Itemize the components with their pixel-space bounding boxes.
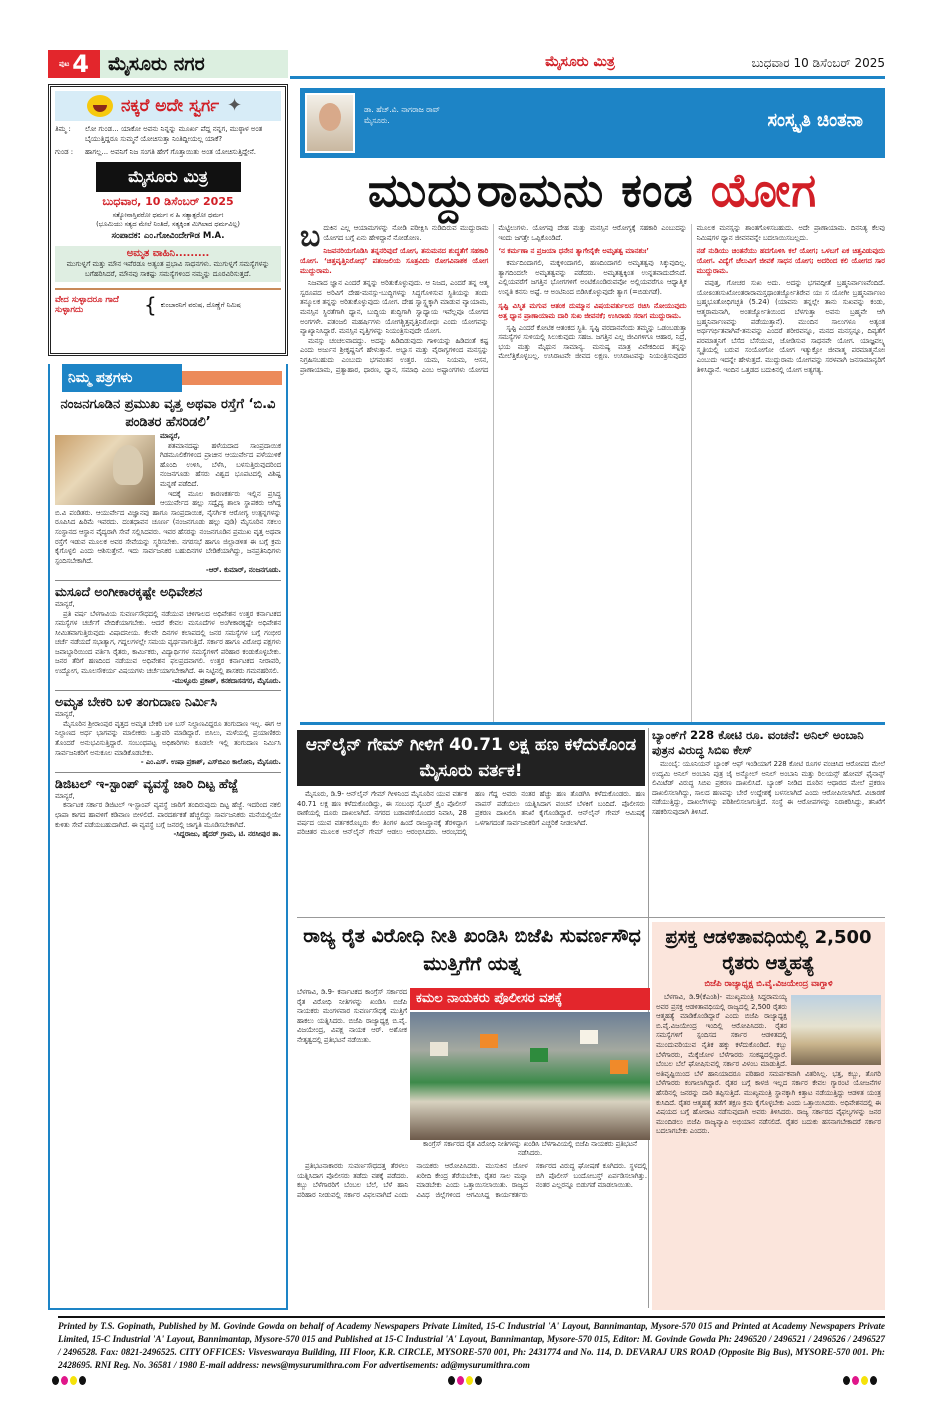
registration-marks — [448, 1376, 482, 1385]
placard — [430, 1042, 448, 1056]
letter-title: ಅಮೃತ ಬೇಕರಿ ಬಳಿ ತಂಗುದಾಣ ನಿರ್ಮಿಸಿ — [55, 690, 281, 710]
letter-body — [55, 600, 281, 686]
laughing-face-icon — [87, 95, 113, 117]
masthead: ಮೈಸೂರು ಮಿತ್ರ — [545, 54, 615, 70]
motto: ಸತ್ಯೋನಾಸ್ತಿಪರೋ ಧರ್ಮಃ ನ ಹಿ ಸತ್ಯಾತ್ಪರೋ ಧರ್ಮಃ — [112, 211, 224, 219]
paragraph: ಮುಂಬೈ: ಯೂನಿಯನ್ ಬ್ಯಾಂಕ್ ಆಫ್ ಇಂಡಿಯಾಗೆ 228 ಕೋಟಿ ರೂಗಳ ವಂಚಿಸಿದ ಆರೋಪದ ಮೇಲೆ ಉದ್ಯಮಿ ಅನಿಲ್ ಅಂಬಾನಿ ಪುತ್ರ ಜೈ ಅನ್ಮೋಲ್ ಅನಿಲ್ ಅಂಬಾನಿ ಮತ್ತು ರಿಲಯನ್ಸ್ ಹೋಮ್ ಫೈನಾನ್ಸ್ ಲಿಮಿಟೆಡ್ ವಿರುದ್ಧ ಸಿಬಿಐ ಪ್ರಕರಣ ದಾಖಲಿಸಿದೆ. ಬ್ಯಾಂಕ್ ನೀಡಿದ ದೂರಿನ ಆಧಾರದ ಮೇಲೆ ಪ್ರಕರಣ ದಾಖಲಿಸಲಾಗಿದ್ದು, ಸಾಲದ ಹಣವನ್ನು ಬೇರೆ ಉದ್ದೇಶಕ್ಕೆ ಬಳಸಲಾಗಿದೆ ಎಂದು ಆರೋಪಿಸಲಾಗಿದೆ. ವಿಚಾರಣೆ ನಡೆಯುತ್ತಿದ್ದು, ದಾಖಲೆಗಳನ್ನು ಪರಿಶೀಲಿಸಲಾಗುತ್ತಿದೆ. ಸಂಸ್ಥೆ ಈ ಆರೋಪಗಳನ್ನು ನಿರಾಕರಿಸಿದ್ದು, ತನಿಖೆಗೆ ಸಹಕರಿಸುವುದಾಗಿ ತಿಳಿಸಿದೆ. — [652, 760, 885, 816]
flag — [480, 1034, 498, 1048]
column-banner — [300, 88, 885, 158]
flag — [610, 1060, 628, 1074]
page-label: ಪುಟ — [59, 59, 70, 68]
letters-accent-bar — [182, 371, 282, 385]
suicide-subhead: ಬಿಜೆಪಿ ರಾಜ್ಯಾಧ್ಯಕ್ಷ ಬಿ.ವೈ.ವಿಜಯೇಂದ್ರ ವಾಗ್ದಾಳಿ — [704, 979, 833, 989]
farm-headline: ರಾಜ್ಯ ರೈತ ವಿರೋಧಿ ನೀತಿ ಖಂಡಿಸಿ ಬಿಜೆಪಿ ಸುವರ್ಣಸೌಧ ಮುತ್ತಿಗೆಗೆ ಯತ್ನ — [303, 925, 641, 975]
paragraph: ವಪುತ್ತ, ಗೋಚರ ಸುಖ ಅದು. ಅದನ್ನು ಭಗವದ್ಗೀತೆ ಬ್ರಹ್ಮನಿರ್ವಾಣವೆಂದಿದೆ. ಯೋಽಂತಃಸುಖೋಂತರಾರಾಮಸ್ತಥಾಂತರ್ಜ್ಯೋತಿರೇವ ಯಃ ಸ ಯೋಗೀ ಬ್ರಹ್ಮನಿರ್ವಾಣಂ ಬ್ರಹ್ಮಭೂತೋಧಿಗಚ್ಛತಿ (5.24) (ಯಾವನು ತನ್ನಲ್ಲೇ ತಾನು ಸುಖವನ್ನು ಕಂಡು, ಆತ್ಮರಾಮನಾಗಿ, ಅಂತರ್ಜ್ಯೋತಿಯಿಂದ ಬೆಳಗುತ್ತಾ ಅವನು ಬ್ರಹ್ಮವೇ ಆಗಿ ಬ್ರಹ್ಮನಿರ್ವಾಣವನ್ನು ಪಡೆಯುತ್ತಾನೆ). ಮುಂದಿನ ಸಾಲುಗಳೂ ಅತ್ಯಂತ ಅರ್ಥಗರ್ಭಿತವಾಗಿವೆ-ತನುವನ್ನು ಎಂದರೆ ಶರೀರವನ್ನೂ, ಮನದ ಮನಸ್ಸನ್ನೂ, ದಿವ್ಯತೆಗೆ ಪರಮಾತ್ಮನಿಗೆ ಬೆಸೆದ ಬೆಸೆಯುವ, ಜೋಡಿಸುವ ಸಾಧನವೇ ಯೋಗ. ಯಾಜ್ಞವಲ್ಕ್ಯ ಸ್ಮೃತಿಯಲ್ಲಿ ಬರುವ ಸಂಯೋಗೋ ಯೋಗ ಇತ್ಯುಕ್ತೋ ಜೀವಾತ್ಮ ಪರಮಾತ್ಮನೋಃ ಎಂಬುದು ಇದನ್ನೇ ಹೇಳುತ್ತದೆ. ಮುದ್ದುರಾಮ ಯೋಗವನ್ನು ಸರಳವಾಗಿ ಜನಸಾಮಾನ್ಯರಿಗೆ ತಿಳಿಸಿದ್ದಾನೆ. ಇಂದಿನ ಒತ್ತಡದ ಬದುಕಿನಲ್ಲಿ ಯೋಗ ಅತ್ಯಗತ್ಯ. — [696, 279, 885, 374]
letter-body — [55, 710, 281, 768]
verse-quote: ಸೃಷ್ಟಿ ವಿಸ್ಮಿತ ಮಗುವ ಆತಂಕ ದುಮ್ಮಾನ ವಿಷಯವರ್ತುಲದ ರಚಿಸಿ ನೋಯುವುದು ಅತ್ತ ಧ್ಯಾನ ಪ್ರಾಣಾಯಾಮ ದಾರಿ ಸುಖ ಜೀವನಕೆ; ಉಸಿರಾಡು ಸರಾಗ ಮುದ್ದುರಾಮ. — [498, 301, 687, 320]
joke-header — [55, 91, 281, 121]
letter-signature: - ಎಂ.ಎಸ್. ಉಷಾ ಪ್ರಕಾಶ್, ಎಸ್‌ಬಿಎಂ ಕಾಲೋನಿ, ಮೈಸೂರು. — [140, 758, 281, 767]
paragraph: ಸೃಷ್ಟಿ ಎಂದರೆ ಕೋಟಿಕ ಆತಂಕದ ಸ್ಥಿತಿ. ಸೃಷ್ಟಿ ವರದಾನವೆಂದು ತಮ್ಮನ್ನು ಒಡಂಬಡುತ್ತಾ ಸಮಸ್ಯೆಗಳ ಸುಳಿಯಲ್ಲಿ ಸಿಲುಕುವುದು ಸಹಜ. ಜಗತ್ತಿನ ಎಲ್ಲ ಜೀವಿಗಳಿಗೂ ಆಹಾರ, ನಿದ್ರೆ, ಭಯ ಮತ್ತು ಮೈಥುನ ಸಾಮಾನ್ಯ. ಮನುಷ್ಯ ಮಾತ್ರ ವಿವೇಕದಿಂದ ತನ್ನನ್ನು ಮೇಲೆತ್ತಿಕೊಳ್ಳಬಲ್ಲ. ಉಸಿರಾಟವೇ ಜೀವದ ಲಕ್ಷಣ. ಉಸಿರಾಟವನ್ನು ನಿಯಂತ್ರಿಸುವುದರ ಮೂಲಕ ಮನಸ್ಸನ್ನು ಶಾಂತಗೊಳಿಸಬಹುದು. ಅದೇ ಪ್ರಾಣಾಯಾಮ. ದಿನನಿತ್ಯ ಕೆಲವು ನಿಮಿಷಗಳ ಧ್ಯಾನ ಜೀವನವನ್ನೇ ಬದಲಾಯಿಸಬಲ್ಲದು. — [498, 224, 885, 361]
bank-article — [652, 760, 885, 915]
paragraph: ಮನಸ್ಸು ಚಂಚಲವಾದದ್ದು. ಅದನ್ನು ಹಿಡಿದಿಡುವುದು ಗಾಳಿಯನ್ನು ಹಿಡಿದಂತೆ ಕಷ್ಟ ಎಂದು ಅರ್ಜುನ ಶ್ರೀಕೃಷ್ಣನಿಗೆ ಹೇಳುತ್ತಾನೆ. ಅಭ್ಯಾಸ ಮತ್ತು ವೈರಾಗ್ಯಗಳಿಂದ ಮನಸ್ಸನ್ನು ನಿಗ್ರಹಿಸಬಹುದು ಎಂಬುದು ಭಗವಂತನ ಉತ್ತರ. ಯಮ, ನಿಯಮ, ಆಸನ, ಪ್ರಾಣಾಯಾಮ, ಪ್ರತ್ಯಾಹಾರ, ಧಾರಣ, ಧ್ಯಾನ, ಸಮಾಧಿ ಎಂಬ ಅಷ್ಟಾಂಗಗಳು ಯೋಗದ ಮೆಟ್ಟಿಲುಗಳು. ಯೋಗವು ದೇಹ ಮತ್ತು ಮನಸ್ಸಿನ ಆರೋಗ್ಯಕ್ಕೆ ಸಹಕಾರಿ ಎಂಬುದನ್ನು ಇಂದು ಜಗತ್ತೇ ಒಪ್ಪಿಕೊಂಡಿದೆ. — [300, 224, 687, 374]
registration-marks — [52, 1376, 86, 1385]
salutation: ಮಾನ್ಯರೆ, — [55, 791, 75, 800]
farm-article — [297, 1162, 647, 1308]
masthead-logo: ಮೈಸೂರು ಮಿತ್ರ — [96, 162, 241, 192]
sidebar-date: ಬುಧವಾರ, 10 ಡಿಸೆಂಬರ್ 2025 — [102, 195, 234, 208]
page-number: 4 — [72, 50, 89, 78]
registration-marks — [843, 1376, 877, 1385]
flag — [530, 1048, 548, 1062]
paragraph: ಇದಕ್ಕೆ ಮೂಲ ಕಾರಣಕರ್ತರು ಇಲ್ಲಿನ ಪ್ರಸಿದ್ಧ ಆಯುರ್ವೇದ ಹಲ್ಲು ಸದ್ವೈದ್ಯ ಶಾಲಾ ಸ್ಥಾಪಕರು ಆಗಿದ್ದ ಬಿ.ವಿ ಪಂಡಿತರು. ಆಯುರ್ವೇದ ವಿಜ್ಞಾನವು ಹಾಗೂ ಸಾಂಪ್ರದಾಯಿಕ, ನೈಸರ್ಗಿಕ ಆರೋಗ್ಯ ಉತ್ಪನ್ನಗಳನ್ನು ರೂಪಿಸಿದ ಹಿರಿಮೆ ಇವರದು. ದಂತಧಾವನ ಚೂರ್ಣ (ನಂಜನಗೂಡು ಹಲ್ಲು ಪುಡಿ) ಮೈಸೂರಿನ ಸಕಲಂ ಸಂಸ್ಥಾನದ ಆಸ್ಥಾನ ವೈದ್ಯರಾಗಿ ಸೇವೆ ಸಲ್ಲಿಸಿದವರು. ಇವರ ಹೆಸರನ್ನು ನಂಜನಗೂಡಿನ ಪ್ರಮುಖ ವೃತ್ತ ಅಥವಾ ರಸ್ತೆಗೆ ಇಡುವ ಮೂಲಕ ಅವರ ಸೇವೆಯನ್ನು ಸ್ಮರಿಸಬೇಕು. ನಗರಸಭೆ ಹಾಗೂ ಜಿಲ್ಲಾಡಳಿತ ಈ ಬಗ್ಗೆ ಕ್ರಮ ಕೈಗೊಳ್ಳಲಿ ಎಂದು ಆಶಿಸುತ್ತೇನೆ. ಇದು ಸಾರ್ವಜನಿಕರ ಬಹುದಿನಗಳ ಬೇಡಿಕೆಯಾಗಿದ್ದು, ಜನಪ್ರತಿನಿಧಿಗಳು ಸ್ಪಂದಿಸಬೇಕಾಗಿದೆ. — [55, 489, 281, 565]
salutation: ಮಾನ್ಯರೆ, — [160, 432, 181, 440]
motto-translation: (ಭೂಮಿಯು ಸತ್ಯದ ಮೇಲೆ ನಿಂತಿದೆ, ಸತ್ಯಕ್ಕಿಂತ ಮಿಗಿಲಾದ ಧರ್ಮವಿಲ್ಲ) — [96, 220, 240, 228]
author-name: ಡಾ. ಹೆಚ್.ವಿ. ನಾಗರಾಜ ರಾವ್ — [364, 105, 441, 114]
bank-headline: ಬ್ಯಾಂಕ್‌ಗೆ 228 ಕೋಟಿ ರೂ. ವಂಚನೆ: ಅನಿಲ್ ಅಂಬಾನಿ ಪುತ್ರನ ವಿರುದ್ಧ ಸಿಬಿಐ ಕೇಸ್ — [652, 728, 864, 757]
footer-rule — [58, 1316, 885, 1318]
paragraph: ಪ್ರತಿ ವರ್ಷ ಬೆಳಗಾವಿಯ ಸುವರ್ಣಸೌಧದಲ್ಲಿ ನಡೆಯುವ ಚಳಿಗಾಲದ ಅಧಿವೇಶನ ಉತ್ತರ ಕರ್ನಾಟಕದ ಸಮಸ್ಯೆಗಳ ಚರ್ಚೆಗೆ ವೇದಿಕೆಯಾಗಬೇಕು. ಆದರೆ ಕೇವಲ ಮಸೂದೆಗಳ ಅಂಗೀಕಾರಕ್ಕಷ್ಟೇ ಅಧಿವೇಶನ ಸೀಮಿತವಾಗುತ್ತಿರುವುದು ವಿಷಾದನೀಯ. ಕೆಲವೇ ದಿನಗಳ ಕಲಾಪದಲ್ಲಿ ಜನರ ಸಮಸ್ಯೆಗಳ ಬಗ್ಗೆ ಗಂಭೀರ ಚರ್ಚೆ ನಡೆಯದೆ ಸಭಾತ್ಯಾಗ, ಗದ್ದಲಗಳಲ್ಲೇ ಸಮಯ ವ್ಯರ್ಥವಾಗುತ್ತಿದೆ. ಸರ್ಕಾರ ಹಾಗೂ ವಿರೋಧ ಪಕ್ಷಗಳು ಜವಾಬ್ದಾರಿಯಿಂದ ವರ್ತಿಸಿ ರೈತರು, ಕಾರ್ಮಿಕರು, ವಿದ್ಯಾರ್ಥಿಗಳ ಸಮಸ್ಯೆಗಳಿಗೆ ಪರಿಹಾರ ಕಂಡುಕೊಳ್ಳಬೇಕು. ಜನರ ತೆರಿಗೆ ಹಣದಿಂದ ನಡೆಯುವ ಅಧಿವೇಶನ ಫಲಪ್ರದವಾಗಲಿ. ಉತ್ತರ ಕರ್ನಾಟಕದ ನೀರಾವರಿ, ಉದ್ಯೋಗ, ಮೂಲಸೌಕರ್ಯ ವಿಷಯಗಳು ಚರ್ಚೆಯಾಗಬೇಕಾಗಿದೆ. ಈ ನಿಟ್ಟಿನಲ್ಲಿ ಶಾಸಕರು ಗಮನಹರಿಸಲಿ. — [55, 609, 281, 676]
paragraph: ಕರ್ಮದಿಂದಾಗಲಿ, ಮಕ್ಕಳಿಂದಾಗಲಿ, ಹಣದಿಂದಾಗಲಿ ಅಮೃತತ್ವವು ಸಿಕ್ಕುವುದಿಲ್ಲ. ತ್ಯಾಗದಿಂದಲೇ ಅಮೃತತ್ವವನ್ನು ಪಡೆದರು. ಅಮೃತತ್ವಕ್ಕಿಂತ ಉನ್ನತವಾದುದೇನಿದೆ. ಎಲ್ಲಿಯವರೆಗೆ ಜಗತ್ತಿನ ಭೋಗಗಳಿಗೆ ಅಂಟಿಕೊಂಡಿರುವವೋ ಅಲ್ಲಿಯವರೆಗೂ ಆಧ್ಯಾತ್ಮಿಕ ಉನ್ನತಿ ಕನಸು ಅಷ್ಟೆ. ಆ ಅಂಟಿನಿಂದ ಬಿಡಿಸಿಕೊಳ್ಳುವುದೇ ತ್ಯಾಗ (=ಬಿಡುಗಡೆ). — [498, 259, 687, 296]
letter-signature: -ಆರ್. ಕುಮಾರ್, ನಂಜನಗೂಡು. — [205, 566, 281, 575]
placard — [580, 1030, 598, 1044]
proverb-right: ಕುಂಬಾರನಿಗೆ ವರುಷ, ದೊಣ್ಣೆಗೆ ನಿಮಿಷ — [160, 300, 241, 309]
author-photo — [305, 93, 355, 153]
photo-caption: ಕಾಂಗ್ರೆಸ್ ಸರ್ಕಾರದ ರೈತ ವಿರೋಧಿ ನೀತಿಗಳನ್ನು ಖಂಡಿಸಿ ಬೆಳಗಾವಿಯಲ್ಲಿ ಬಿಜೆಪಿ ನಾಯಕರು ಪ್ರತಿಭಟನೆ ನಡೆಸಿದರು. — [423, 1140, 637, 1157]
farm-lead: ಬೆಳಗಾವಿ, ಡಿ.9- ಕರ್ನಾಟಕದ ಕಾಂಗ್ರೆಸ್ ಸರ್ಕಾರದ ರೈತ ವಿರೋಧಿ ನೀತಿಗಳನ್ನು ಖಂಡಿಸಿ ಬಿಜೆಪಿ ನಾಯಕರು ಮಂಗಳವಾರ ಸುವರ್ಣಸೌಧಕ್ಕೆ ಮುತ್ತಿಗೆ ಹಾಕಲು ಯತ್ನಿಸಿದರು. ಬಿಜೆಪಿ ರಾಜ್ಯಾಧ್ಯಕ್ಷ ಬಿ.ವೈ. ವಿಜಯೇಂದ್ರ, ವಿಪಕ್ಷ ನಾಯಕ ಆರ್. ಅಶೋಕ ನೇತೃತ್ವದಲ್ಲಿ ಪ್ರತಿಭಟನೆ ನಡೆಯಿತು. — [297, 988, 407, 1044]
dancing-figure-icon: ✦ — [227, 95, 243, 116]
lead-text: ದುಕಿನ ಎಲ್ಲ ಆಯಾಮಗಳನ್ನು ನೋಡಿ ಪರೀಕ್ಷಿಸಿ ನುಡಿದಿರುವ ಮುದ್ದುರಾಮ ಯೋಗದ ಬಗ್ಗೆ ಏನು ಹೇಳಿದ್ದಾನೆ ನೋಡೋಣ. — [323, 224, 489, 242]
joke-speaker: ಗುಂಡ : — [55, 148, 74, 156]
column-name: ಸಂಸ್ಕೃತಿ ಚಿಂತನಾ — [767, 110, 863, 131]
letters-section — [48, 364, 288, 1310]
author-place: ಮೈಸೂರು. — [364, 116, 390, 125]
verse-quote: ನಿಜವನರಿಯಗೊಡಿಸಿ ತನ್ನನರಿವುದೆ ಯೋಗ, ತನುಮನದ ಶುದ್ಧತೆಗೆ ಸಹಕಾರಿ ಯೋಗ. ‘ಚಿತ್ತವೃತ್ತಿನಿರೋಧ’ ಪತಂಜಲಿಯ ಸೂತ್ರವಿದು ರೋಗವಿನಾಶಕ ಯೋಗ ಮುದ್ದುರಾಮ. — [300, 247, 489, 276]
feature-headline — [300, 160, 885, 220]
game-headline: ಆನ್‌ಲೈನ್ ಗೇಮ್ ಗೀಳಿಗೆ 40.71 ಲಕ್ಷ ಹಣ ಕಳೆದುಕೊಂಡ ಮೈಸೂರು ವರ್ತಕ! — [297, 730, 645, 786]
header-divider — [290, 76, 885, 79]
joke-text: ಲೋ ಗುಂಡ... ಯಾಕೋ ಅವನು ನಿನ್ನನ್ನು ಮೂರ್ಖ ಪೆದ್ದ ನನ್ನಗ, ಮುಠ್ಠಾಳ ಅಂತ ಬೈಯುತ್ತಿದ್ದರೂ ಸುಮ್ಮನೆ ಯೋಚಿಸುತ್ತಾ ನಿಂತಿದ್ದೀಯಲ್ಲ ಯಾಕೆ? — [85, 125, 263, 143]
pandit-portrait-photo — [55, 435, 155, 505]
headline-red: ಯೋಗ — [710, 163, 818, 217]
salutation: ಮಾನ್ಯರೆ, — [55, 710, 75, 719]
salutation: ಮಾನ್ಯರೆ, — [55, 599, 75, 608]
letter-signature: -ಸಿದ್ದರಾಜು, ಹೈದರ್ ಗ್ರಾಮ, ಟಿ. ನರಸೀಪುರ ತಾ. — [173, 830, 281, 839]
protest-photo — [410, 1012, 650, 1140]
paragraph: ಬೆಳಗಾವಿ, ಡಿ.9(ಕೆಎಂಶಿ)- ಮುಖ್ಯಮಂತ್ರಿ ಸಿದ್ದರಾಮಯ್ಯ ಅವರ ಪ್ರಸಕ್ತ ಆಡಳಿತಾವಧಿಯಲ್ಲಿ ರಾಜ್ಯದಲ್ಲಿ 2,500 ರೈತರು ಆತ್ಮಹತ್ಯೆ ಮಾಡಿಕೊಂಡಿದ್ದಾರೆ ಎಂದು ಬಿಜೆಪಿ ರಾಜ್ಯಾಧ್ಯಕ್ಷ ಬಿ.ವೈ.ವಿಜಯೇಂದ್ರ ಇಂದಿಲ್ಲಿ ಆರೋಪಿಸಿದರು. ರೈತರ ಸಮಸ್ಯೆಗಳಿಗೆ ಸ್ಪಂದಿಸದ ಸರ್ಕಾರ ಆಡಳಿತದಲ್ಲಿ ಮುಂದುವರಿಯುವ ನೈತಿಕ ಹಕ್ಕು ಕಳೆದುಕೊಂಡಿದೆ. ಕಬ್ಬು ಬೆಳೆಗಾರರು, ಮೆಕ್ಕೆಜೋಳ ಬೆಳೆಗಾರರು ಸಂಕಷ್ಟದಲ್ಲಿದ್ದಾರೆ. ಬೆಂಬಲ ಬೆಲೆ ಘೋಷಿಸುವಲ್ಲಿ ಸರ್ಕಾರ ವಿಳಂಬ ಮಾಡುತ್ತಿದೆ. ಅತಿವೃಷ್ಟಿಯಿಂದ ಬೆಳೆ ಹಾನಿಯಾದರೂ ಪರಿಹಾರ ಸಮರ್ಪಕವಾಗಿ ವಿತರಿಸಿಲ್ಲ. ಭತ್ತ, ಕಬ್ಬು, ತೊಗರಿ ಬೆಳೆಗಾರರು ಕಂಗಾಲಾಗಿದ್ದಾರೆ. ರೈತರ ಬಗ್ಗೆ ಕಾಳಜಿ ಇಲ್ಲದ ಸರ್ಕಾರ ಕೇವಲ ಗ್ಯಾರಂಟಿ ಯೋಜನೆಗಳ ಹೆಸರಿನಲ್ಲಿ ಜನರನ್ನು ದಾರಿ ತಪ್ಪಿಸುತ್ತಿದೆ. ಮುಖ್ಯಮಂತ್ರಿ ಸ್ಥಾನಕ್ಕಾಗಿ ಕಿತ್ತಾಟ ನಡೆಯುತ್ತಿದ್ದು ಆಡಳಿತ ಯಂತ್ರ ಕುಸಿದಿದೆ. ರೈತರ ಆತ್ಮಹತ್ಯೆ ತಡೆಗೆ ತಕ್ಷಣ ಕ್ರಮ ಕೈಗೊಳ್ಳಬೇಕು ಎಂದು ಒತ್ತಾಯಿಸಿದರು. ಅಧಿವೇಶನದಲ್ಲಿ ಈ ವಿಷಯದ ಬಗ್ಗೆ ಹೋರಾಟ ನಡೆಸುವುದಾಗಿ ಅವರು ತಿಳಿಸಿದರು. ರಾಜ್ಯ ಸರ್ಕಾರದ ವೈಫಲ್ಯಗಳನ್ನು ಜನರ ಮುಂದಿಡಲು ಬಿಜೆಪಿ ರಾಜ್ಯವ್ಯಾಪಿ ಅಭಿಯಾನ ನಡೆಸಲಿದೆ. ರೈತರ ಬದುಕು ಹಸನಾಗಬೇಕಾದರೆ ಸರ್ಕಾರ ಬದಲಾಗಬೇಕು ಎಂದರು. — [656, 993, 881, 1136]
amrutha-vahini — [55, 246, 281, 282]
joke-speaker: ತಿಮ್ಮ : — [55, 125, 71, 133]
letter-body — [55, 792, 281, 840]
letter-body — [55, 432, 281, 576]
letter-signature: -ಮುಳ್ಳೂರು ಪ್ರಕಾಶ್, ಕನಕದಾಸನಗರ, ಮೈಸೂರು. — [171, 676, 281, 685]
paragraph: ಪ್ರತಿಭಟನಾಕಾರರು ಸುವರ್ಣಸೌಧದತ್ತ ತೆರಳಲು ಯತ್ನಿಸಿದಾಗ ಪೊಲೀಸರು ತಡೆದು ವಶಕ್ಕೆ ಪಡೆದರು. ಕಬ್ಬು ಬೆಳೆಗಾರರಿಗೆ ಬೆಂಬಲ ಬೆಲೆ, ಬೆಳೆ ಹಾನಿ ಪರಿಹಾರ ನೀಡುವಲ್ಲಿ ಸರ್ಕಾರ ವಿಫಲವಾಗಿದೆ ಎಂದು ನಾಯಕರು ಆರೋಪಿಸಿದರು. ಮುಸುಕಿನ ಜೋಳ ಖರೀದಿ ಕೇಂದ್ರ ತೆರೆಯಬೇಕು, ರೈತರ ಸಾಲ ಮನ್ನಾ ಮಾಡಬೇಕು ಎಂದು ಒತ್ತಾಯಿಸಲಾಯಿತು. ರಾಜ್ಯದ ವಿವಿಧ ಜಿಲ್ಲೆಗಳಿಂದ ಆಗಮಿಸಿದ್ದ ಕಾರ್ಯಕರ್ತರು ಸರ್ಕಾರದ ವಿರುದ್ಧ ಘೋಷಣೆ ಕೂಗಿದರು. ಸ್ಥಳದಲ್ಲಿ ಬಿಗಿ ಪೊಲೀಸ್ ಬಂದೋಬಸ್ತ್ ಏರ್ಪಡಿಸಲಾಗಿತ್ತು. ನಂತರ ಎಲ್ಲರನ್ನೂ ಬಿಡುಗಡೆ ಮಾಡಲಾಯಿತು. — [297, 1162, 647, 1199]
letter-title: ನಂಜನಗೂಡಿನ ಪ್ರಮುಖ ವೃತ್ತ ಅಥವಾ ರಸ್ತೆಗೆ ‘ಬಿ.ವಿ ಪಂಡಿತರ ಹೆಸರಿಡಲಿ’ — [60, 397, 276, 430]
issue-date: ಬುಧವಾರ 10 ಡಿಸೆಂಬರ್ 2025 — [751, 56, 885, 70]
photo-tag: ಕಮಲ ನಾಯಕರು ಪೊಲೀಸರ ವಶಕ್ಕೆ — [410, 988, 650, 1010]
sanskrit-quote: ‘ನ ಕರ್ಮಣಾ ನ ಪ್ರಜಯಾ ಧನೇನ ತ್ಯಾಗೇನೈಕೇ ಅಮೃತತ್ವ ಮಾನಶುಃ’ — [498, 247, 649, 256]
drop-cap: ಬ — [300, 224, 321, 254]
letter-title: ಡಿಜಿಟಲ್ ಇ-ಸ್ಟಾಂಪ್ ವ್ಯವಸ್ಥೆ ಜಾರಿ ದಿಟ್ಟ ಹೆಜ್ಜೆ — [55, 772, 281, 792]
letter-title: ಮಸೂದೆ ಅಂಗೀಕಾರಕ್ಕಷ್ಟೇ ಅಧಿವೇಶನ — [55, 580, 281, 600]
feature-bottom-rule — [300, 722, 885, 725]
amrutha-text: ಮುಗುಳ್ನಗೆ ಮತ್ತು ಮೌನ ಇವೆರಡೂ ಅತ್ಯಂತ ಪ್ರಭಾವಿ ಸಾಧನಗಳು. ಮುಗುಳ್ನಗೆ ಸಮಸ್ಯೆಗಳನ್ನು ಬಗೆಹರಿಸಿದರೆ, ಮೌನವು ಸಾಕಷ್ಟು ಸಮಸ್ಯೆಗಳಿಂದ ನಮ್ಮನ್ನು ದೂರವಿರಿಸುತ್ತದೆ. — [66, 260, 270, 278]
joke-line — [55, 147, 281, 157]
feature-article — [300, 224, 885, 722]
editor-name: ಸಂಪಾದಕ: ಎಂ.ಗೋವಿಂದೇಗೌಡ M.A. — [111, 231, 225, 241]
game-article — [297, 790, 645, 915]
vijayendra-photo — [791, 995, 881, 1065]
proverb: ವೇದ ಸುಳ್ಳಾದರೂ ಗಾದೆ ಸುಳ್ಳಾಗದು { ಕುಂಬಾರನಿಗೆ ವರುಷ, ದೊಣ್ಣೆಗೆ ನಿಮಿಷ — [55, 288, 281, 317]
paragraph: ಶತಮಾನದಷ್ಟು ಹಳೆಯದಾದ ಸಾಂಪ್ರದಾಯಿಕ ಗಿಡಮೂಲಿಕೆಗಳಿಂದ ಪ್ರಾಚೀನ ಆಯುರ್ವೇದ ಪಳೆಯುಳಿಕೆ ಹೊಂದಿ ಉಳಿಸಿ, ಬೆಳೆಸಿ, ಬಳಸುತ್ತಿರುವುದರಿಂದ ನಂಜನಗೂಡು ಹೆಸರು ವಿಶ್ವದ ಭೂಪಟದಲ್ಲಿ ವಿಶಿಷ್ಟ ಮನ್ನಣೆ ಪಡೆದಿದೆ. — [160, 441, 281, 488]
page-number-badge — [48, 50, 100, 78]
verse-quote: ನಡೆ ನುಡಿಯು ಚಿಂತನೆಯು ಹದಗೊಳಿಸಿ ಕಲೆ ಯೋಗ; ಒಳಬಗೆ ಏಕ ಚಿತ್ತವಿಡುವುದು ಯೋಗ. ವಿದ್ಯೆಗೆ ಚೆಲುವಿಗೆ ಜೀವಕೆ ಸಾಧನ ಯೋಗ; ಅದರಿಂದ ಕಲಿ ಯೋಗದ ಸಾರ ಮುದ್ದುರಾಮ. — [696, 247, 885, 276]
suicide-headline: ಪ್ರಸಕ್ತ ಆಡಳಿತಾವಧಿಯಲ್ಲಿ 2,500 ರೈತರು ಆತ್ಮಹತ್ಯೆ — [665, 927, 872, 974]
headline-black: ಮುದ್ದುರಾಮನು ಕಂಡ — [367, 163, 694, 217]
editorial-box — [48, 84, 288, 356]
proverb-left: ವೇದ ಸುಳ್ಳಾದರೂ ಗಾದೆ ಸುಳ್ಳಾಗದು — [55, 295, 119, 315]
paragraph: ಮೈಸೂರು, ಡಿ.9- ಆನ್‌ಲೈನ್ ಗೇಮ್ ಗೀಳಿನಿಂದ ಮೈಸೂರಿನ ಯುವ ವರ್ತಕ 40.71 ಲಕ್ಷ ಹಣ ಕಳೆದುಕೊಂಡಿದ್ದು, ಈ ಸಂಬಂಧ ಸೈಬರ್ ಕ್ರೈಂ ಪೊಲೀಸ್ ಠಾಣೆಯಲ್ಲಿ ದೂರು ದಾಖಲಾಗಿದೆ. ನಗರದ ಬಡಾವಣೆಯೊಂದರ ನಿವಾಸಿ, 28 ವರ್ಷದ ಯುವ ವರ್ತಕರೊಬ್ಬರು ಕೆಲ ತಿಂಗಳ ಹಿಂದೆ ರಾಜಸ್ಥಾನಕ್ಕೆ ತೆರಳಿದ್ದಾಗ ಪರಿಚಿತರ ಮೂಲಕ ಆನ್‌ಲೈನ್ ಗೇಮ್ ಆಡಲು ಆರಂಭಿಸಿದರು. ಆರಂಭದಲ್ಲಿ ಹಣ ಗೆದ್ದ ಅವರು ನಂತರ ಹೆಚ್ಚು ಹಣ ತೊಡಗಿಸಿ ಕಳೆದುಕೊಂಡರು. ಹಣ ವಾಪಸ್ ಪಡೆಯಲು ಯತ್ನಿಸಿದಾಗ ವಂಚನೆ ಬೆಳಕಿಗೆ ಬಂದಿದೆ. ಪೊಲೀಸರು ಪ್ರಕರಣ ದಾಖಲಿಸಿ ತನಿಖೆ ಕೈಗೊಂಡಿದ್ದಾರೆ. ಆನ್‌ಲೈನ್ ಗೇಮ್ ಆಮಿಷಕ್ಕೆ ಒಳಗಾಗದಂತೆ ಸಾರ್ವಜನಿಕರಿಗೆ ಎಚ್ಚರಿಕೆ ನೀಡಲಾಗಿದೆ. — [297, 790, 645, 837]
paragraph: ಮೈಸೂರಿನ ಶ್ರೀರಾಂಪುರ ವೃತ್ತದ ಅಮೃತ ಬೇಕರಿ ಬಳಿ ಬಸ್ ನಿಲ್ದಾಣವಿದ್ದರೂ ತಂಗುದಾಣ ಇಲ್ಲ. ಈಗ ಆ ನಿಲ್ದಾಣದ ಅರ್ಧ ಭಾಗವನ್ನು ಮಾಲೀಕರು ಒತ್ತುವರಿ ಮಾಡಿದ್ದಾರೆ. ಬಿಸಿಲು, ಮಳೆಯಲ್ಲಿ ಪ್ರಯಾಣಿಕರು ತೊಂದರೆ ಅನುಭವಿಸುತ್ತಿದ್ದಾರೆ. ಸಂಬಂಧಪಟ್ಟ ಅಧಿಕಾರಿಗಳು ಕೂಡಲೇ ಇಲ್ಲಿ ತಂಗುದಾಣ ನಿರ್ಮಿಸಿ ಸಾರ್ವಜನಿಕರಿಗೆ ಅನುಕೂಲ ಮಾಡಿಕೊಡಬೇಕು. — [55, 719, 281, 757]
amrutha-title: ಅಮೃತ ವಾಹಿನಿ......... — [126, 248, 210, 259]
paragraph: ಕರ್ನಾಟಕ ಸರ್ಕಾರ ಡಿಜಿಟಲ್ ಇ-ಸ್ಟಾಂಪ್ ವ್ಯವಸ್ಥೆ ಜಾರಿಗೆ ತಂದಿರುವುದು ದಿಟ್ಟ ಹೆಜ್ಜೆ. ಇದರಿಂದ ನಕಲಿ ಛಾಪಾ ಕಾಗದ ಹಾವಳಿಗೆ ಕಡಿವಾಣ ಬೀಳಲಿದೆ. ಪಾರದರ್ಶಕತೆ ಹೆಚ್ಚಲಿದ್ದು ಸಾರ್ವಜನಿಕರು ಮನೆಯಲ್ಲಿಯೇ ಕುಳಿತು ಸೇವೆ ಪಡೆಯಬಹುದಾಗಿದೆ. ಈ ವ್ಯವಸ್ಥೆ ಬಗ್ಗೆ ಜನರಲ್ಲಿ ಜಾಗೃತಿ ಮೂಡಿಸಬೇಕಾಗಿದೆ. — [55, 801, 281, 829]
row-divider — [297, 917, 885, 918]
imprint: Printed by T.S. Gopinath, Published by M. Govinde Gowda on behalf of Academy Newspapers Private Limited, 15-C Industrial 'A' Layout, Bannimantap, Mysore-570 015 and Printed at Academy Newspapers Private Limited, 15-C Industrial 'A' Layout, Bannimantap, Mysore-570 015 and Published at 15-C Industrial 'A' Layout, Bannimantap, Mysore-570 015, Editor: M. Govinde Gowda Ph: 2496520 / 2496521 / 2496526 / 2496527 / 2496528. Fax: 0821-2496525. CITY OFFICES: Visveswaraya Building, III Floor, K.R. CIRCLE, MYSORE-570 001, Ph: 2431774 and No. 114, D. DEVARAJ URS ROAD (Opposite Big Bus), MYSORE-570 001. Ph: 2428695. RNI Reg. No. 36581 / 1980 E-mail address: news@mysurumithra.com For advertisements: ad@mysurumithra.com — [58, 1321, 885, 1370]
joke-line — [55, 124, 281, 144]
joke-title: ನಕ್ಕರೆ ಅದೇ ಸ್ವರ್ಗ — [120, 96, 220, 116]
joke-text: ಹಾಗಲ್ಲ... ಅವನಿಗೆ ನಿಜ ಸಂಗತಿ ಹೇಗೆ ಗೊತ್ತಾಯಿತು ಅಂತ ಯೋಚಿಸುತ್ತಿದ್ದೇನೆ. — [85, 148, 257, 156]
section-header — [48, 50, 288, 78]
paragraph: ನಿಜವಾದ ಜ್ಞಾನ ಎಂದರೆ ತನ್ನನ್ನು ಅರಿತುಕೊಳ್ಳುವುದು. ಆ ನಿಜದ, ಎಂದರೆ ತನ್ನ ಆತ್ಮ ಸ್ವರೂಪದ ಅರಿವಿಗೆ ದೇಹ-ಮನಸ್ಸು-ಬುದ್ಧಿಗಳನ್ನು ಸಿದ್ಧಗೊಳಿಸುವ ಸ್ಥಿತಿಯನ್ನು ತಂದು ತನ್ಮೂಲಕ ತನ್ನನ್ನು ಅರಿತುಕೊಳ್ಳುವುದು ಯೋಗ. ದೇಹ ಸ್ವಾಸ್ಥ್ಯಕ್ಕಾಗಿ ಮಾಡುವ ವ್ಯಾಯಾಮ, ಮನಸ್ಸಿನ ಸ್ಥಿರತೆಗಾಗಿ ಧ್ಯಾನ, ಬುದ್ಧಿಯ ಶುದ್ಧಿಗಾಗಿ ಸ್ವಾಧ್ಯಾಯ ಇವೆಲ್ಲವೂ ಯೋಗದ ಅಂಗಗಳೇ. ಪತಂಜಲಿ ಮಹರ್ಷಿಗಳು ಯೋಗಶ್ಚಿತ್ತವೃತ್ತಿನಿರೋಧಃ ಎಂದು ಯೋಗವನ್ನು ವ್ಯಾಖ್ಯಾನಿಸಿದ್ದಾರೆ. ಮನಸ್ಸಿನ ವೃತ್ತಿಗಳನ್ನು ನಿಯಂತ್ರಿಸುವುದೇ ಯೋಗ. — [300, 279, 489, 336]
letters-tab: ನಿಮ್ಮ ಪತ್ರಗಳು — [62, 364, 182, 392]
section-title: ಮೈಸೂರು ನಗರ — [108, 53, 205, 75]
farmer-suicide-article — [652, 922, 885, 1310]
